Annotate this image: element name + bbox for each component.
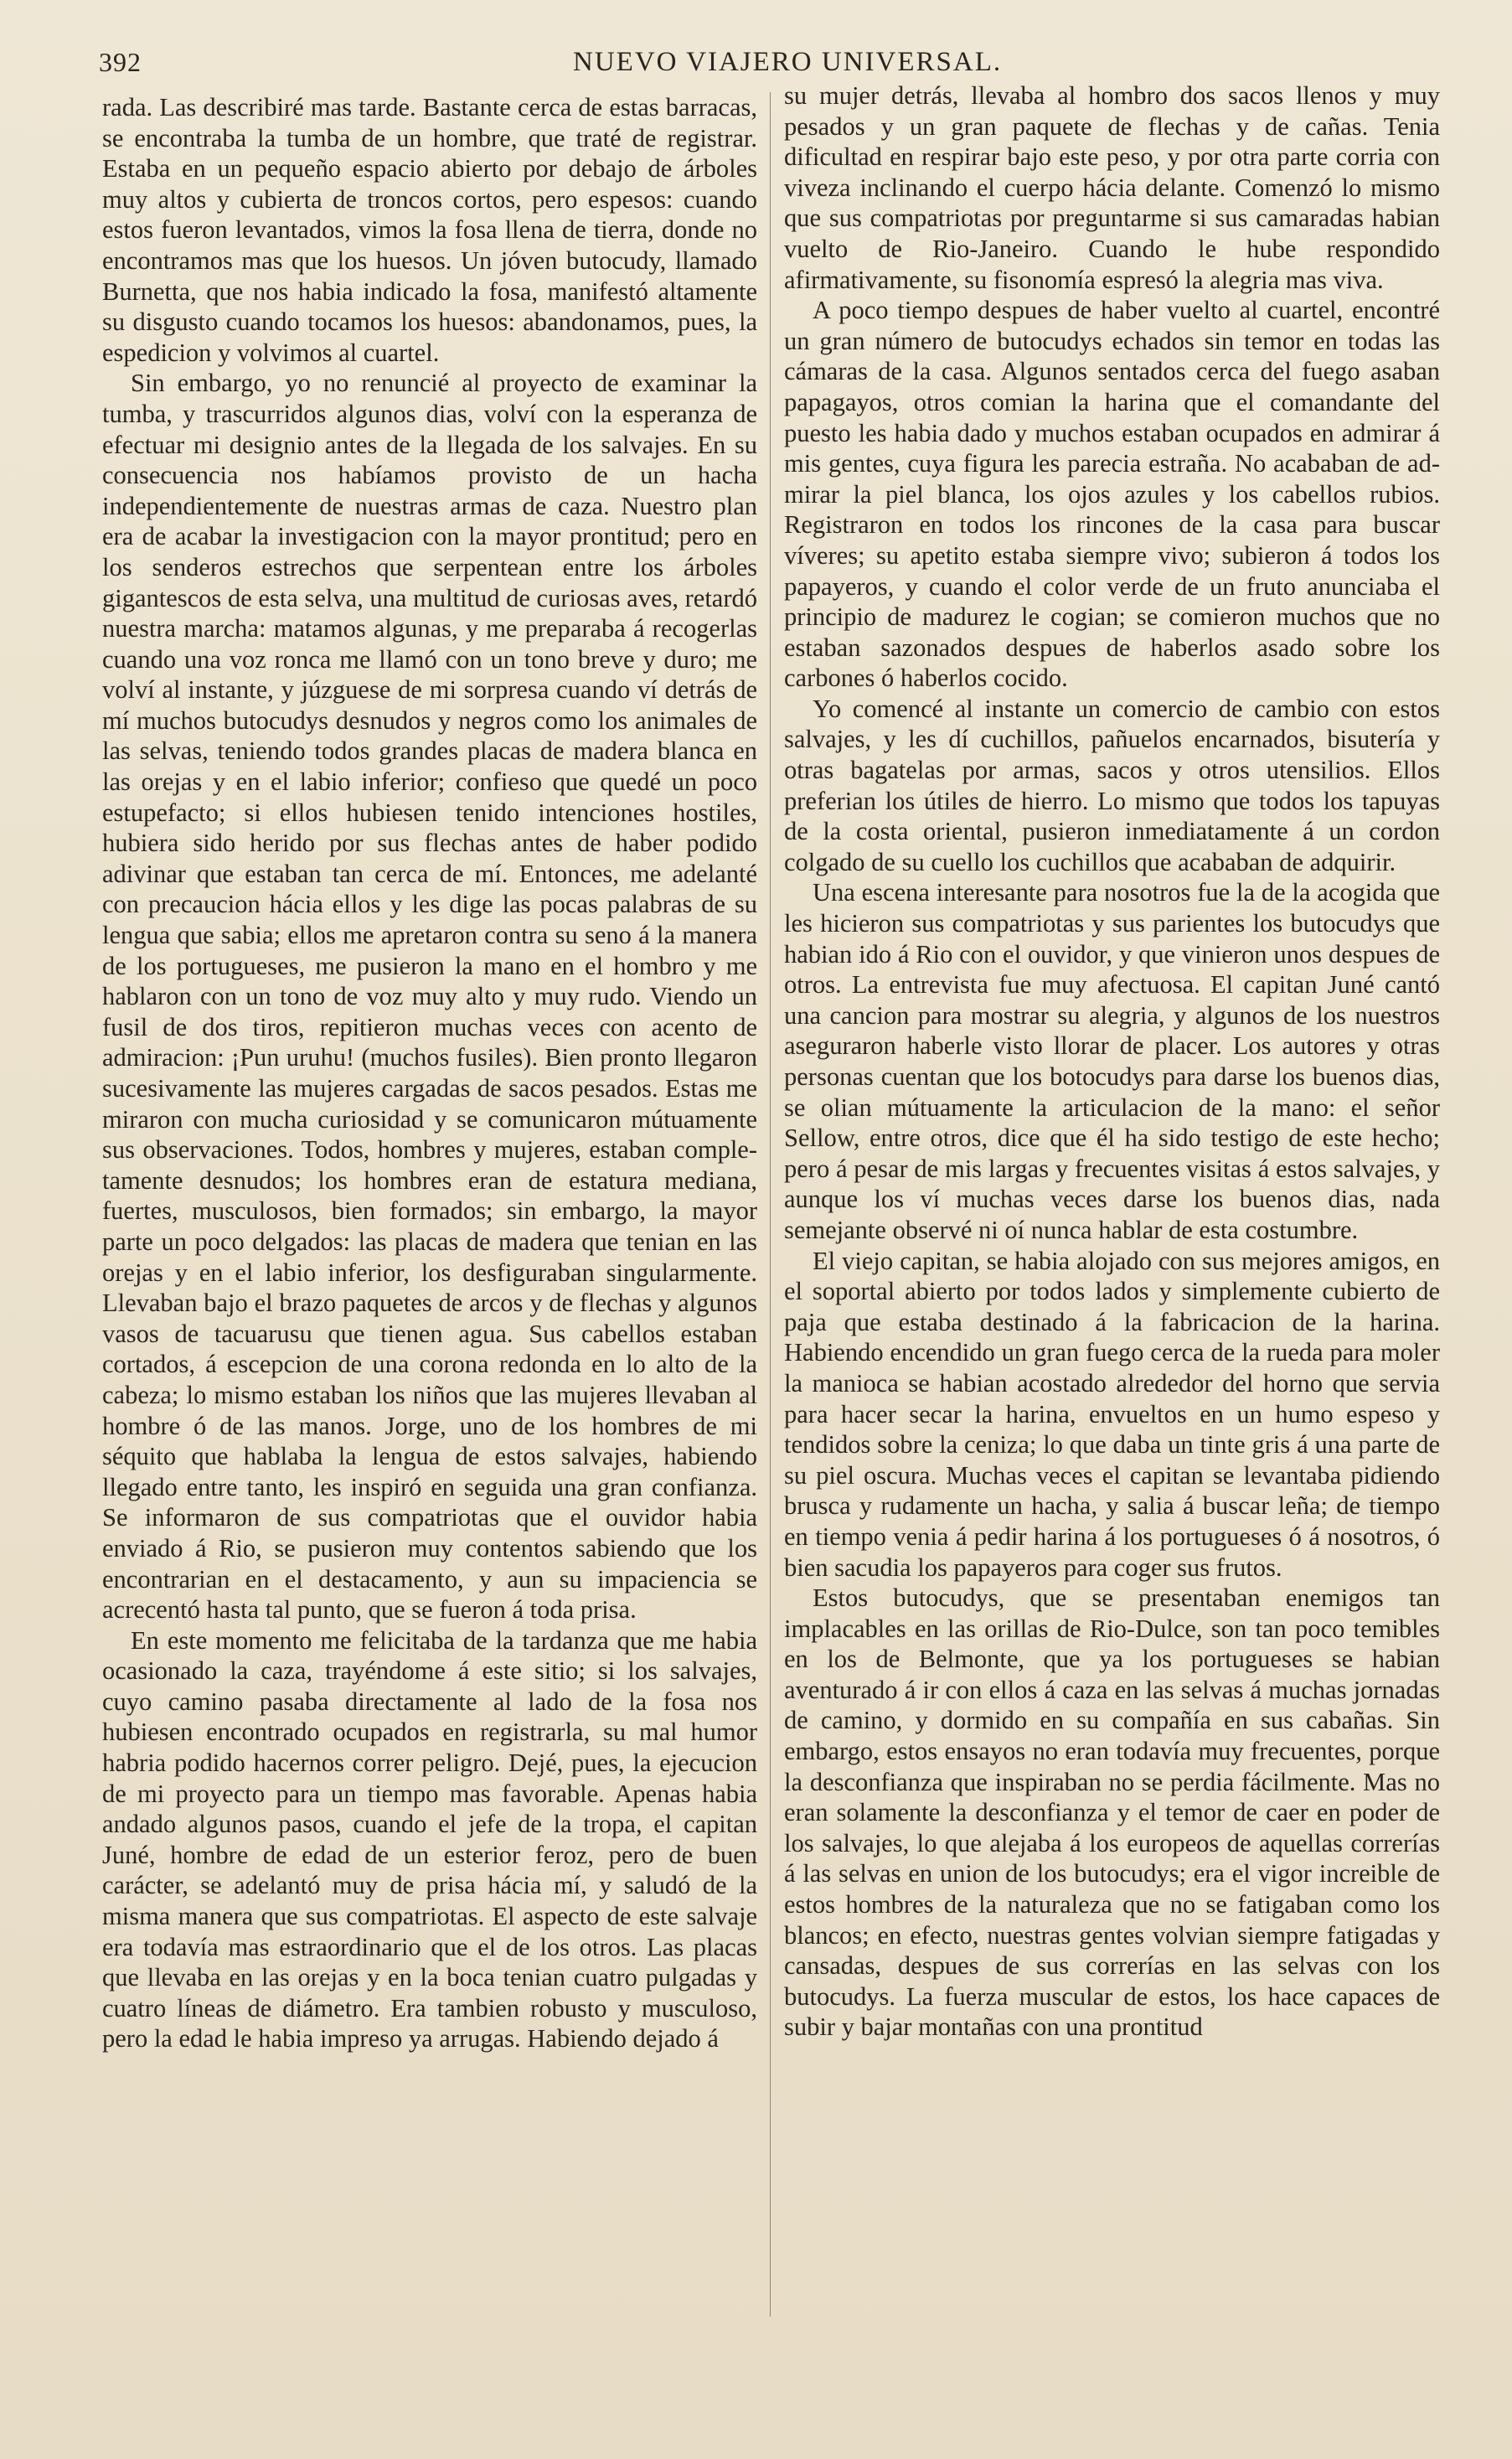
- paragraph: rada. Las describiré mas tarde. Bastante cerca de estas barracas, se encontraba la tumba de un hombre, que traté de registrar. Estaba en un pequeño espacio abierto por debajo de árboles muy altos y cubierta de troncos cortos, pero espesos: cuando estos fueron levantados, vimos la fosa llena de tierra, donde no encontramos mas que los huesos. Un jóven butocudy, llamado Burnetta, que nos habia indicado la fosa, manifestó altamente su disgusto cuando tocamos los huesos: abandonamos, pues, la espedicion y volvimos al cuartel.: [102, 93, 757, 367]
- column-divider: [770, 92, 771, 2317]
- left-column: [102, 92, 757, 2321]
- paragraph: El viejo capitan, se habia alojado con sus mejores amigos, en el soportal abierto por todos lados y simplemente cubierto de paja que estaba destinado á la fabricacion de la harina. Habiendo encendido un gran fuego cerca de la rueda para moler la manioca se habian acostado alrededor del horno que servia para hacer secar la harina, envueltos en un humo espeso y tendidos sobre la ceniza; lo que daba un tinte gris á una parte de su piel oscura. Muchas veces el capitan se levantaba pidiendo brusca y rudamente un hacha, y salia á buscar leña; de tiempo en tiempo venia á pedir harina á los portugueses ó á nosotros, ó bien sacudia los papayeros para coger sus frutos.: [784, 1246, 1440, 1582]
- paragraph: Yo comencé al instante un comercio de cambio con estos salvajes, y les dí cuchillos, pañuelos encarnados, bisutería y otras bagatelas por armas, sacos y otros utensilios. Ellos preferian los útiles de hierro. Lo mismo que todos los tapuyas de la costa oriental, pusieron inmediatamente á un cordon colgado de su cuello los cuchillos que acababan de adquirir.: [784, 694, 1440, 876]
- page-header: [99, 47, 1003, 80]
- paragraph: Sin embargo, yo no renuncié al proyecto de examinar la tumba, y trascurridos algunos dias, volví con la esperanza de efectuar mi designio antes de la llegada de los salvajes. En su consecuencia nos habíamos provisto de un hacha independientemente de nuestras armas de caza. Nuestro plan era de acabar la investigacion con la mayor prontitud; pero en los senderos estrechos que serpentean entre los árboles gigantescos de esta selva, una multitud de curiosas aves, retardó nuestra marcha: matamos algunas, y me preparaba á recogerlas cuando una voz ronca me llamó con un tono breve y duro; me volví al instante, y júzguese de mi sorpresa cuando ví detrás de mí muchos butocudys desnudos y negros como los animales de las selvas, teniendo todos grandes placas de madera blanca en las orejas y en el labio inferior; confieso que quedé un poco estupefacto; si ellos hubiesen tenido intenciones hostiles, hubiera sido herido por sus flechas antes de haber podido adivinar que estaban tan cerca de mí. Entonces, me adelanté con precaucion hácia ellos y les dige las pocas palabras de su lengua que sabia; ellos me apretaron contra su seno á la manera de los portugueses, me pusieron la mano en el hombro y me hablaron con un tono de voz muy alto y muy rudo. Viendo un fusil de dos tiros, repitieron muchas veces con acento de admiracion: ¡Pun uruhu! (muchos fusiles). Bien pronto llegaron sucesivamente las mujeres cargadas de sacos pesados. Estas me miraron con mucha curiosidad y se comunicaron mútuamente sus observaciones. Todos, hombres y mujeres, estaban completamente desnudos; los hombres eran de estatura mediana, fuertes, musculosos, bien formados; sin embargo, la mayor parte un poco delgados: las placas de madera que tenian en las orejas y en el labio inferior, los desfiguraban singularmente. Llevaban bajo el brazo paquetes de arcos y de flechas y algunos vasos de tacuarusu que tienen agua. Sus cabellos estaban cortados, á escepcion de una corona redonda en lo alto de la cabeza; lo mismo estaban los niños que las mujeres llevaban al hombre ó de las manos. Jorge, uno de los hombres de mi séquito que hablaba la lengua de estos salvajes, habiendo llegado entre tanto, les inspiró en seguida una gran confianza. Se informaron de sus compatriotas que el ouvidor habia enviado á Rio, se pusieron muy contentos sabiendo que los encontrarian en el destacamento, y aun su impaciencia se acrecentó hasta tal punto, que se fueron á toda prisa.: [102, 369, 757, 1625]
- paragraph: su mujer detrás, llevaba al hombro dos sacos llenos y muy pesados y un gran paquete de flechas y de cañas. Tenia dificultad en respirar bajo este peso, y por otra parte corria con viveza inclinando el cuerpo hácia delante. Comenzó lo mismo que sus compatriotas por preguntarme si sus camaradas habian vuelto de Rio-Janeiro. Cuando le hube respondido afirmativamente, su fisonomía espresó la alegria mas viva.: [784, 81, 1440, 294]
- paragraph: En este momento me felicitaba de la tardanza que me habia ocasionado la caza, trayéndome á este sitio; si los salvajes, cuyo camino pasaba directamente al lado de la fosa nos hubiesen encontrado ocupados en registrarla, su mal humor habria podido hacernos correr peligro. Dejé, pues, la ejecucion de mi proyecto para un tiempo mas favorable. Apenas habia andado algunos pasos, cuando el jefe de la tropa, el capitan Juné, hombre de edad de un esterior feroz, pero de buen carácter, se adelantó muy de prisa hácia mí, y saludó de la misma manera que sus compatriotas. El aspecto de este salvaje era todavía mas estraordinario que el de los otros. Las placas que llevaba en las orejas y en la boca tenian cuatro pulgadas y cuatro líneas de diámetro. Era tambien robusto y musculoso, pero la edad le habia impreso ya arrugas. Habiendo dejado á: [102, 1625, 757, 2053]
- running-title: NUEVO VIAJERO UNIVERSAL.: [573, 47, 1003, 77]
- paragraph: Estos butocudys, que se presentaban enemigos tan implacables en las orillas de Rio-Dulce, son tan poco temibles en los de Belmonte, que ya los portugueses se habian aventurado á ir con ellos á caza en las selvas á muchas jornadas de camino, y dormido en su compañía en sus cabañas. Sin embargo, estos ensayos no eran todavía muy frecuentes, porque la desconfianza que inspiraban no se perdia fácilmente. Mas no eran solamente la desconfianza y el temor de caer en poder de los salvajes, lo que alejaba á los europeos de aquellas correrías á las selvas en union de los butocudys; era el vigor increible de estos hombres de la naturaleza que no se fatigaban como los blancos; en efecto, nuestras gentes volvian siempre fatigadas y cansadas, despues de sus correrías en las selvas con los butocudys. La fuerza muscular de estos, los hace capaces de subir y bajar montañas con una prontitud: [784, 1583, 1440, 2042]
- right-column: [784, 80, 1440, 2309]
- page-number: 392: [99, 47, 142, 77]
- paragraph: Una escena interesante para nosotros fue la de la acogida que les hicieron sus compatriotas y sus parientes los butocudys que habian ido á Rio con el ouvidor, y que vinieron unos despues de otros. La entrevista fue muy afectuosa. El capitan Juné cantó una cancion para mostrar su alegria, y algunos de los nuestros aseguraron haberle visto llorar de placer. Los autores y otras personas cuentan que los botocudys para darse los buenos dias, se olian mútuamente la articulacion de la mano: el señor Sellow, entre otros, dice que él ha sido testigo de este hecho; pero á pesar de mis largas y frecuentes visitas á estos salvajes, y aunque los ví muchas veces darse los buenos dias, nada semejante observé ni oí nunca hablar de esta costumbre.: [784, 878, 1440, 1244]
- paragraph: A poco tiempo despues de haber vuelto al cuartel, encontré un gran número de butocudys echados sin temor en todas las cámaras de la casa. Algunos sentados cerca del fuego asaban papagayos, otros comian la harina que el comandante del puesto les habia dado y muchos estaban ocupados en admirar á mis gentes, cuya figura les parecia estraña. No acababan de admirar la piel blanca, los ojos azules y los cabellos rubios. Registraron en todos los rincones de la casa para buscar víveres; su apetito estaba siempre vivo; subieron á todos los papayeros, y cuando el color verde de un fruto anunciaba el principio de madurez le cogian; se comieron muchos que no estaban sazonados despues de haberlos asado sobre los carbones ó haberlos cocido.: [784, 296, 1440, 693]
